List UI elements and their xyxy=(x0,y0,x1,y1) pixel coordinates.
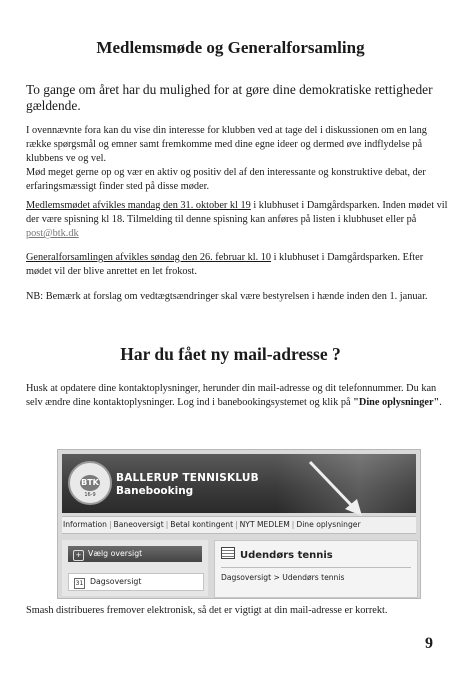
breadcrumb: Dagsoversigt > Udendørs tennis xyxy=(221,573,345,582)
update-contact-end: . xyxy=(439,397,442,408)
update-contact-text: Husk at opdatere dine kontaktoplysninger, herunder din mail-adresse og dit telefonnummer. Du kan selv ændre dine kontaktoplysninger. Log ind i banebookingsystemet og klik på xyxy=(26,383,437,408)
logo-letters: BTK xyxy=(80,475,100,491)
dine-oplysninger-bold: "Dine oplysninger" xyxy=(353,397,440,408)
panel-title: Udendørs tennis xyxy=(240,550,333,561)
nav-information[interactable]: Information xyxy=(63,520,107,529)
left-panel xyxy=(62,540,208,596)
dagsoversigt-item[interactable] xyxy=(68,573,204,591)
paragraph-participation xyxy=(26,124,450,194)
panel-heading xyxy=(221,547,333,561)
general-assembly-date: Generalforsamlingen afvikles søndag den 26. februar kl. 10 xyxy=(26,252,272,263)
site-nav: Information | Baneoversigt | Betal kontingent | NYT MEDLEM | Dine oplysninger xyxy=(62,516,416,534)
divider xyxy=(221,567,411,568)
club-subtitle: Banebooking xyxy=(116,485,194,497)
paragraph-update-contact xyxy=(26,382,450,410)
debate-text: Mød meget gerne op og vær en aktiv og positiv del af den interessante og konstruktive debat, der erfaringsmæssigt finder sted på disse møder. xyxy=(26,167,426,192)
paragraph-general-assembly xyxy=(26,251,450,279)
booking-site-screenshot xyxy=(57,449,421,599)
email-link[interactable]: post@btk.dk xyxy=(26,228,79,239)
section-title-meetings: Medlemsmøde og Generalforsamling xyxy=(96,38,365,57)
paragraph-member-meeting xyxy=(26,199,450,241)
court-icon xyxy=(221,547,235,559)
intro-text: To gange om året har du mulighed for at gøre dine demokratiske rettigheder gældende. xyxy=(26,82,433,113)
participation-text: I ovennævnte fora kan du vise din interesse for klubben ved at tage del i diskussionen om en lang række spørgsmål og emner samt fremkomme med dine egne ideer og dermed øve indflydelse på klubbens ve og vel. xyxy=(26,125,427,164)
club-name: BALLERUP TENNISKLUB xyxy=(116,472,259,484)
general-assembly-details: i klubhuset i Damgårdsparken. Efter mødet vil der blive anrettet en let frokost. xyxy=(26,252,424,277)
member-meeting-date: Medlemsmødet afvikles mandag den 31. oktober kl 19 xyxy=(26,200,251,211)
logo-year: 16-9 xyxy=(84,492,96,498)
nav-dine-oplysninger[interactable]: Dine oplysninger xyxy=(296,520,361,529)
footer-note: Smash distribueres fremover elektronisk, så det er vigtigt at din mail-adresse er korrekt. xyxy=(26,605,388,616)
dagsoversigt-label: Dagsoversigt xyxy=(90,577,142,586)
section-title-email: Har du fået ny mail-adresse ? xyxy=(120,344,341,364)
calendar-icon: 31 xyxy=(75,580,84,587)
nav-baneoversigt[interactable]: Baneoversigt xyxy=(113,520,164,529)
site-banner xyxy=(62,454,416,513)
vaelg-oversigt-button[interactable] xyxy=(68,546,202,562)
page-number: 9 xyxy=(425,635,433,652)
vaelg-oversigt-label: Vælg oversigt xyxy=(88,549,143,558)
plus-icon: + xyxy=(73,550,84,561)
nav-betal-kontingent[interactable]: Betal kontingent xyxy=(170,520,234,529)
member-meeting-details: i klubhuset i Damgårdsparken. Inden mødet vil der være spisning kl 18. Tilmelding til denne spisning kan anføres på listen i klubhuset eller på xyxy=(26,200,448,225)
right-panel xyxy=(214,540,418,598)
nav-nyt-medlem[interactable]: NYT MEDLEM xyxy=(239,520,290,529)
paragraph-nb: NB: Bemærk at forslag om vedtægtsændringer skal være bestyrelsen i hænde inden den 1. januar. xyxy=(26,291,428,302)
